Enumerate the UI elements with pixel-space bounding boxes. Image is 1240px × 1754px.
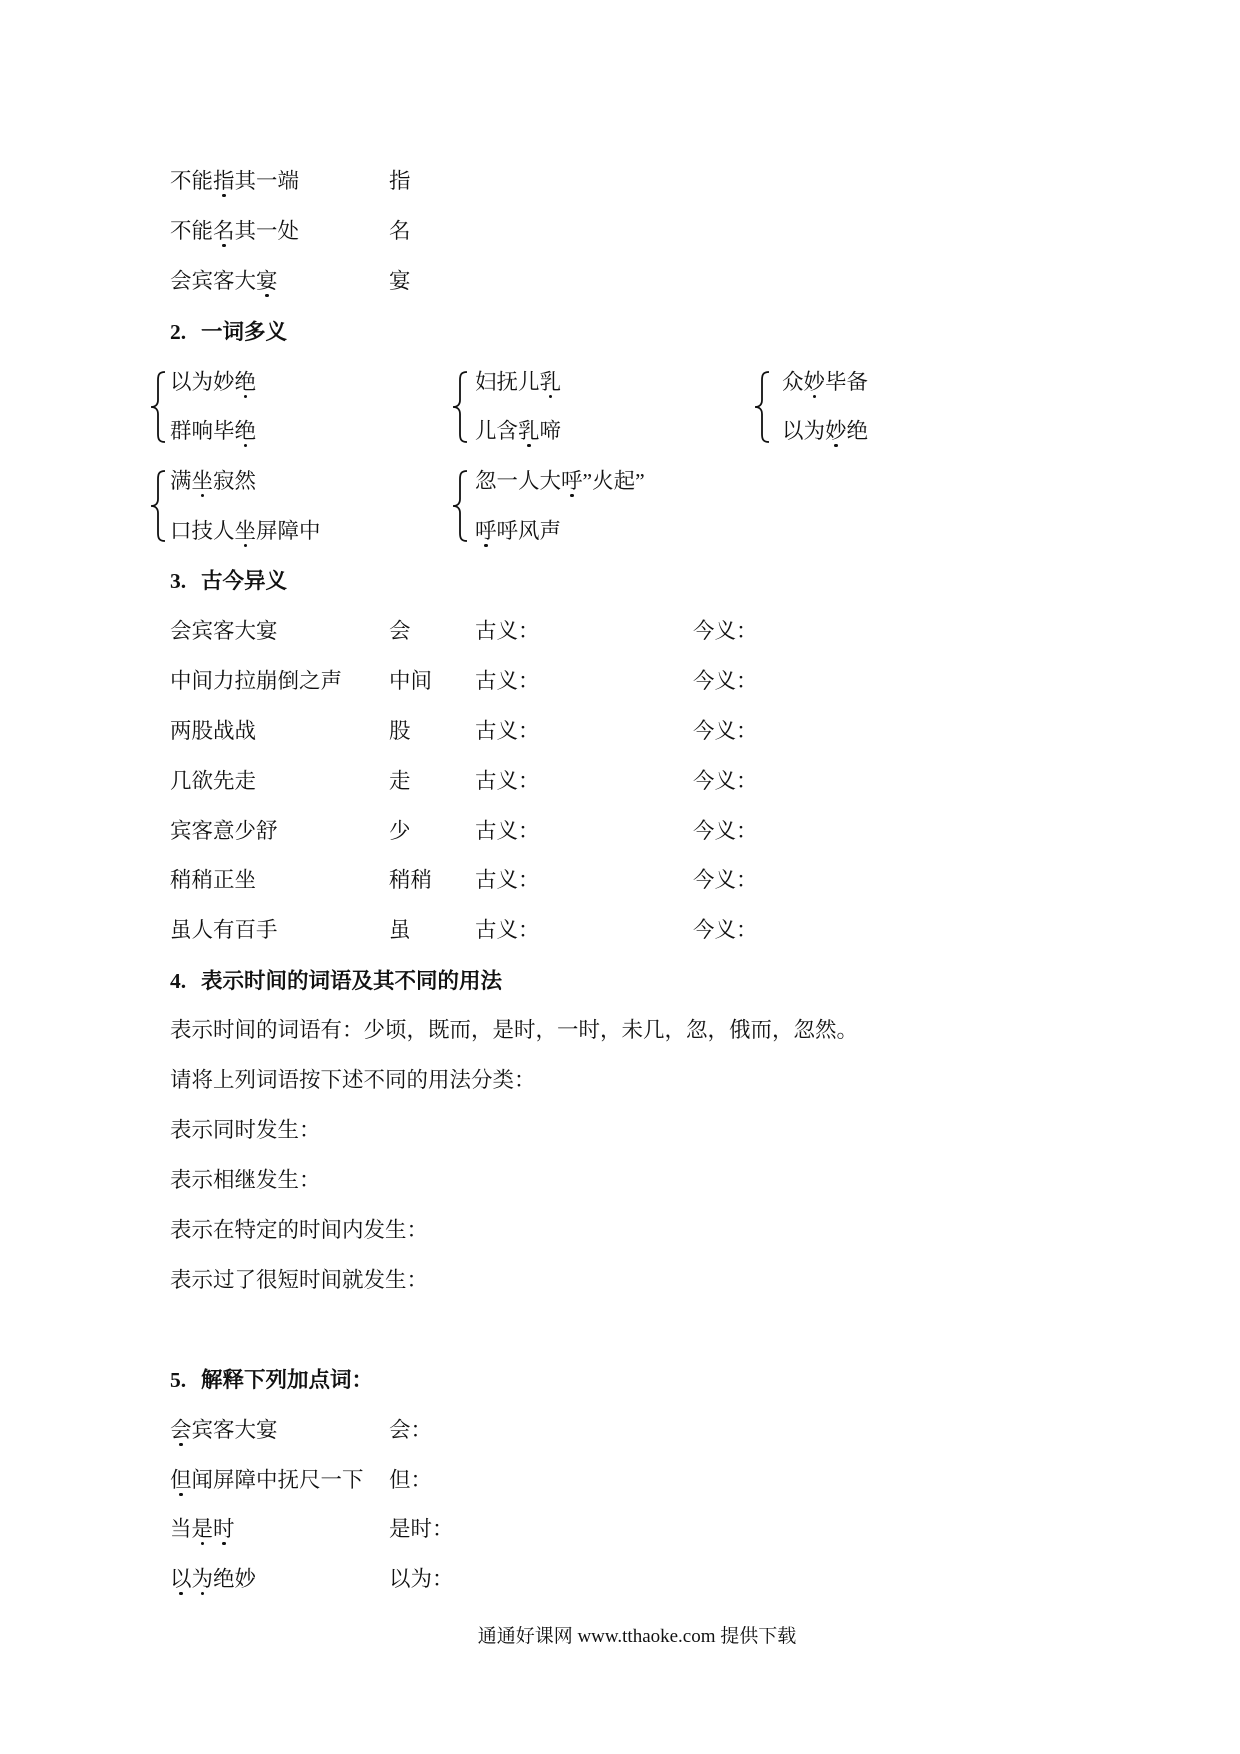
phrase-segment: 群响毕 xyxy=(170,419,235,443)
phrase-segment: 忽一人大 xyxy=(475,469,562,493)
phrase xyxy=(170,216,299,246)
phrase-segment: 宾客大宴 xyxy=(191,1418,278,1442)
phrase-segment: 闻屏障中抚尺一下 xyxy=(191,1468,364,1492)
explain-label: 但： xyxy=(389,1468,433,1492)
section4-heading xyxy=(0,966,1240,996)
dotted-character: 指 xyxy=(213,166,235,196)
dotted-character: 坐 xyxy=(235,516,257,546)
group-line xyxy=(782,367,868,397)
modern-meaning-label: 今义： xyxy=(693,868,758,892)
key-word: 稍稍 xyxy=(389,868,433,892)
modern-meaning-label: 今义： xyxy=(693,669,758,693)
dotted-character: 但 xyxy=(170,1465,192,1495)
explain-row xyxy=(0,1564,1240,1594)
dotted-character: 是 xyxy=(192,1514,214,1544)
dotted-character: 会 xyxy=(170,1415,192,1445)
section-number: 2. xyxy=(170,320,187,344)
dotted-character: 坐 xyxy=(192,466,214,496)
modern-meaning-label: 今义： xyxy=(693,619,758,643)
category-label: 表示同时发生： xyxy=(170,1118,321,1142)
dotted-character: 以 xyxy=(170,1564,192,1594)
section-title: 古今异义 xyxy=(201,569,288,593)
phrase-segment: 绝 xyxy=(846,419,869,443)
phrase xyxy=(170,166,299,196)
key-word: 中间 xyxy=(389,669,433,693)
key-word: 会 xyxy=(389,619,411,643)
phrase-segment: 其一端 xyxy=(234,169,300,193)
phrase-segment: 啼 xyxy=(539,419,562,443)
phrase-segment: 屏障中 xyxy=(256,519,321,543)
key-word: 指 xyxy=(389,169,411,193)
meaning-row xyxy=(0,716,1240,746)
phrase-segment: 不能 xyxy=(170,219,214,243)
section4-instruction xyxy=(0,1065,1240,1095)
dotted-character: 乳 xyxy=(518,416,540,446)
dotted-character: 绝 xyxy=(235,416,257,446)
phrase xyxy=(170,1465,364,1495)
dotted-character: 乳 xyxy=(540,367,562,397)
section-number: 5. xyxy=(170,1368,187,1392)
group-line xyxy=(475,416,561,446)
category-label: 表示在特定的时间内发生： xyxy=(170,1218,429,1242)
modern-meaning-label: 今义： xyxy=(693,918,758,942)
dotted-character: 名 xyxy=(213,216,235,246)
group-line xyxy=(782,416,868,446)
category-line xyxy=(0,1215,1240,1245)
polysemy-row xyxy=(0,367,1240,397)
ancient-meaning-label: 古义： xyxy=(475,669,540,693)
phrase xyxy=(170,1415,278,1445)
section-title: 一词多义 xyxy=(201,320,288,344)
ancient-meaning-label: 古义： xyxy=(475,719,540,743)
phrase-segment: 以为 xyxy=(782,419,826,443)
meaning-row xyxy=(0,766,1240,796)
dotted-character: 呼 xyxy=(475,516,497,546)
dotted-character: 妙 xyxy=(804,367,826,397)
phrase: 中间力拉崩倒之声 xyxy=(170,669,343,693)
category-label: 表示相继发生： xyxy=(170,1168,321,1192)
section1-row xyxy=(0,166,1240,196)
modern-meaning-label: 今义： xyxy=(693,819,758,843)
phrase: 宾客意少舒 xyxy=(170,819,278,843)
phrase xyxy=(170,1514,235,1544)
key-word: 股 xyxy=(389,719,411,743)
section-number: 4. xyxy=(170,969,187,993)
phrase-segment: 绝妙 xyxy=(213,1567,257,1591)
phrase-segment: 儿含 xyxy=(475,419,519,443)
group-line xyxy=(475,466,645,496)
phrase-segment: 以为妙 xyxy=(170,370,235,394)
explain-row xyxy=(0,1415,1240,1445)
modern-meaning-label: 今义： xyxy=(693,719,758,743)
meaning-row xyxy=(0,666,1240,696)
dotted-character: 呼 xyxy=(561,466,583,496)
explain-label: 以为： xyxy=(389,1567,454,1591)
key-word: 走 xyxy=(389,769,411,793)
section4-intro xyxy=(0,1015,1240,1045)
phrase: 稍稍正坐 xyxy=(170,868,257,892)
modern-meaning-label: 今义： xyxy=(693,769,758,793)
section-title: 表示时间的词语及其不同的用法 xyxy=(201,969,503,993)
phrase-segment: 满 xyxy=(170,469,192,493)
explain-row xyxy=(0,1465,1240,1495)
phrase: 几欲先走 xyxy=(170,769,257,793)
phrase: 会宾客大宴 xyxy=(170,619,278,643)
phrase: 虽人有百手 xyxy=(170,918,278,942)
key-word: 虽 xyxy=(389,918,411,942)
phrase-segment: 当 xyxy=(170,1517,192,1541)
category-line xyxy=(0,1265,1240,1295)
key-word: 宴 xyxy=(389,269,411,293)
group-line xyxy=(170,466,256,496)
explain-row xyxy=(0,1514,1240,1544)
intro-text: 表示时间的词语有：少顷，既而，是时，一时，未几，忽，俄而，忽然。 xyxy=(170,1018,859,1042)
polysemy-row xyxy=(0,516,1240,546)
category-line xyxy=(0,1165,1240,1195)
meaning-row xyxy=(0,816,1240,846)
phrase-segment: 寂然 xyxy=(213,469,257,493)
dotted-character: 绝 xyxy=(235,367,257,397)
phrase-segment: 会宾客大 xyxy=(170,269,257,293)
section-title: 解释下列加点词： xyxy=(201,1368,374,1392)
phrase-segment: 妇抚儿 xyxy=(475,370,540,394)
ancient-meaning-label: 古义： xyxy=(475,619,540,643)
instruction-text: 请将上列词语按下述不同的用法分类： xyxy=(170,1068,536,1092)
polysemy-row xyxy=(0,416,1240,446)
group-line xyxy=(475,367,561,397)
meaning-row xyxy=(0,616,1240,646)
group-line xyxy=(475,516,561,546)
phrase xyxy=(170,1564,256,1594)
dotted-character: 为 xyxy=(192,1564,214,1594)
ancient-meaning-label: 古义： xyxy=(475,918,540,942)
section3-heading xyxy=(0,566,1240,596)
group-line xyxy=(170,416,256,446)
section1-row xyxy=(0,216,1240,246)
dotted-character: 妙 xyxy=(825,416,847,446)
meaning-row xyxy=(0,915,1240,945)
category-line xyxy=(0,1115,1240,1145)
key-word: 名 xyxy=(389,219,411,243)
ancient-meaning-label: 古义： xyxy=(475,769,540,793)
key-word: 少 xyxy=(389,819,411,843)
page-footer: 通通好课网 www.tthaoke.com 提供下载 xyxy=(477,1626,797,1647)
explain-label: 是时： xyxy=(389,1517,454,1541)
section1-row xyxy=(0,266,1240,296)
phrase-segment: 呼风声 xyxy=(496,519,562,543)
polysemy-row xyxy=(0,466,1240,496)
ancient-meaning-label: 古义： xyxy=(475,868,540,892)
explain-label: 会： xyxy=(389,1418,433,1442)
phrase-segment: ”火起” xyxy=(582,469,645,493)
phrase-segment: 毕备 xyxy=(825,370,869,394)
dotted-character: 时 xyxy=(213,1514,235,1544)
section-number: 3. xyxy=(170,569,187,593)
meaning-row xyxy=(0,865,1240,895)
section5-heading xyxy=(0,1365,1240,1395)
phrase: 两股战战 xyxy=(170,719,257,743)
dotted-character: 宴 xyxy=(256,266,278,296)
phrase-segment: 不能 xyxy=(170,169,214,193)
group-line xyxy=(170,367,256,397)
phrase-segment: 其一处 xyxy=(234,219,300,243)
category-label: 表示过了很短时间就发生： xyxy=(170,1268,429,1292)
group-line xyxy=(170,516,321,546)
ancient-meaning-label: 古义： xyxy=(475,819,540,843)
section2-heading xyxy=(0,317,1240,347)
phrase xyxy=(170,266,278,296)
phrase-segment: 口技人 xyxy=(170,519,235,543)
phrase-segment: 众 xyxy=(782,370,804,394)
